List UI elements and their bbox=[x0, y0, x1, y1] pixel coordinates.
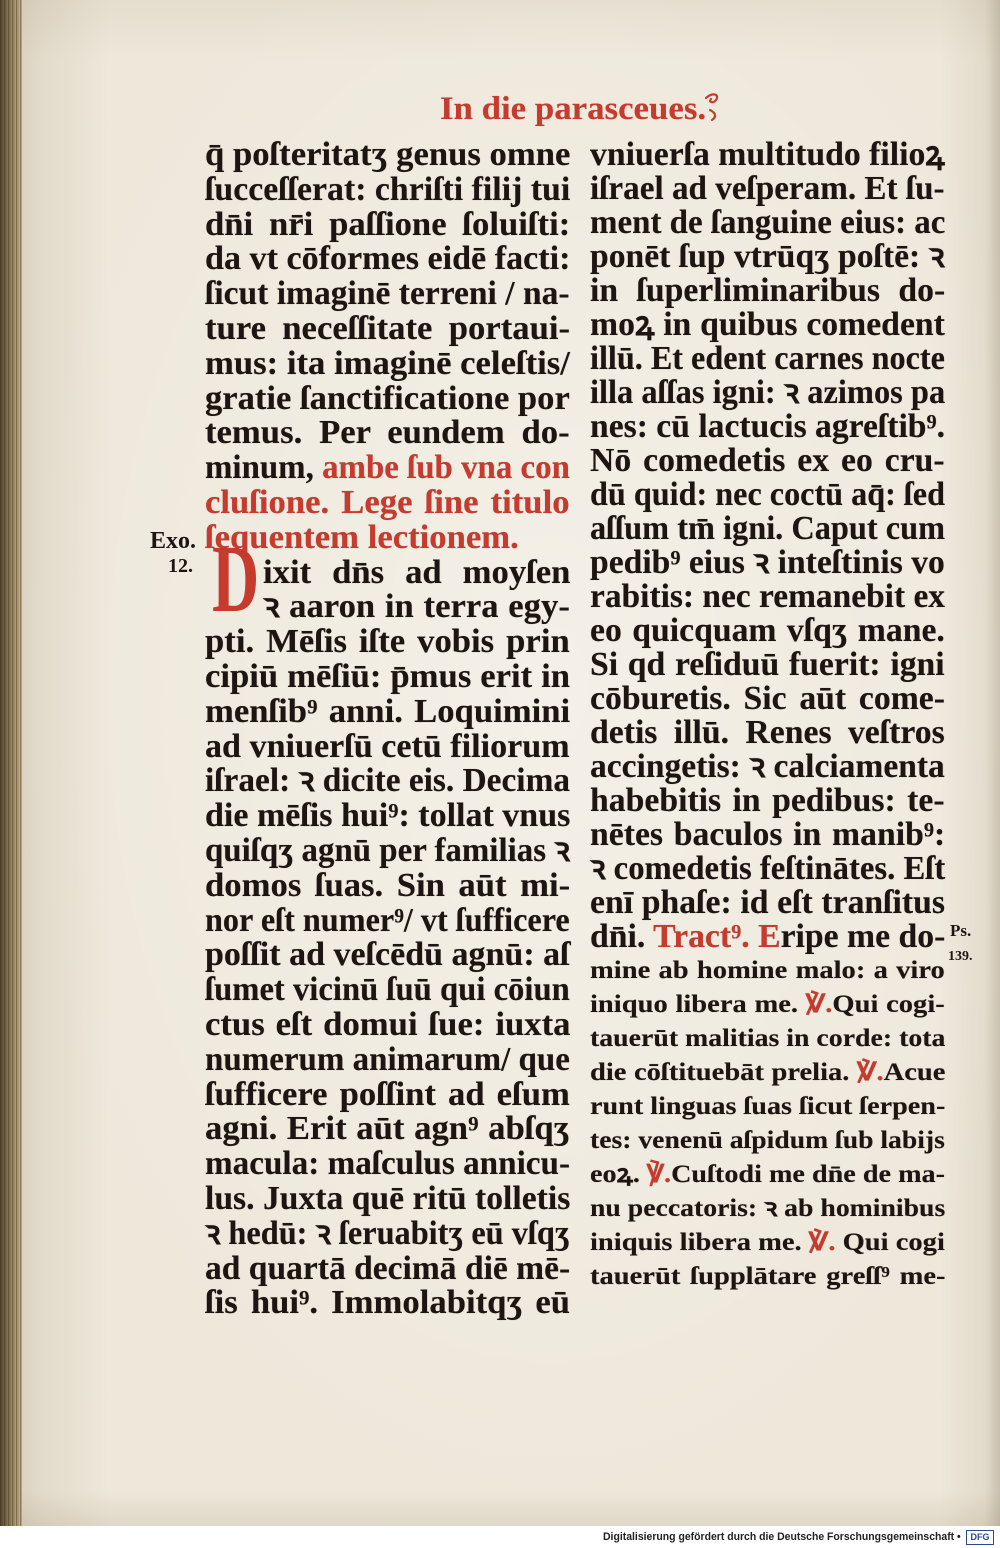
text-line bbox=[590, 206, 945, 240]
line-text bbox=[205, 799, 570, 834]
body-text: ſumet vicinū ſuū qui cōiun bbox=[205, 971, 570, 1009]
text-line bbox=[590, 1158, 945, 1192]
text-line bbox=[205, 1112, 570, 1147]
line-text bbox=[590, 546, 945, 580]
left-text-column bbox=[205, 138, 570, 1338]
body-text: da vt cōformes eidē facti: bbox=[205, 240, 571, 278]
rubric-text: ℣. bbox=[808, 1229, 836, 1256]
line-text bbox=[205, 416, 570, 451]
body-text: quiſqʒ agnū per familias ꝛ bbox=[205, 832, 570, 869]
text-line bbox=[590, 1056, 945, 1090]
line-text bbox=[205, 344, 570, 382]
text-line bbox=[205, 312, 570, 347]
text-line bbox=[205, 1214, 570, 1252]
text-line bbox=[590, 1260, 945, 1294]
line-text bbox=[205, 312, 570, 347]
line-text bbox=[205, 1040, 570, 1078]
digitization-footer bbox=[0, 1526, 1000, 1548]
body-text: vniuerſa multitudo filioꝝ bbox=[590, 136, 945, 173]
text-line bbox=[590, 1022, 945, 1056]
rubric-text: Tract⁹. E bbox=[653, 918, 781, 955]
line-text bbox=[205, 1112, 570, 1147]
body-text: numerum animarum/ que bbox=[205, 1040, 570, 1078]
body-text: habebitis in pedibus: te- bbox=[590, 782, 945, 819]
line-text bbox=[205, 277, 570, 312]
line-text bbox=[590, 308, 945, 342]
line-text bbox=[590, 1226, 945, 1260]
line-text bbox=[590, 648, 945, 682]
text-line bbox=[590, 954, 945, 988]
line-text bbox=[205, 138, 570, 173]
line-text bbox=[205, 764, 570, 799]
text-line bbox=[590, 478, 945, 512]
body-text: tes: venenū aſpidum ſub labijs bbox=[590, 1127, 945, 1154]
line-text bbox=[205, 625, 570, 660]
text-line bbox=[205, 901, 570, 939]
line-text bbox=[263, 553, 571, 591]
body-text: ſicut imaginē terreni / na- bbox=[205, 275, 570, 313]
body-text: Cuſtodi me dn̄e de ma- bbox=[671, 1161, 946, 1188]
body-text: iniquo libera me. bbox=[590, 991, 806, 1018]
text-line bbox=[205, 1182, 570, 1217]
body-text: enī phaſe: id eſt tranſitus bbox=[590, 884, 946, 921]
text-line bbox=[590, 682, 945, 716]
line-text bbox=[205, 486, 570, 521]
body-text: ture neceſſitate portaui- bbox=[205, 310, 571, 347]
rubric-text: ℣. bbox=[805, 991, 833, 1018]
line-text bbox=[205, 205, 571, 243]
line-text bbox=[205, 660, 570, 695]
body-text: nētes baculos in manib⁹: bbox=[590, 816, 946, 853]
text-line bbox=[205, 1075, 570, 1113]
rubric-text: cluſione. Lege ſine titulo bbox=[205, 484, 570, 521]
text-line bbox=[590, 886, 945, 920]
body-text: gratie ſanctificatione por bbox=[205, 379, 570, 417]
margin-note-book: Exo. bbox=[150, 528, 197, 554]
running-head bbox=[440, 92, 706, 126]
text-line bbox=[590, 716, 945, 750]
text-line bbox=[205, 486, 570, 521]
line-text bbox=[590, 886, 945, 920]
line-text bbox=[205, 451, 570, 486]
body-text: die cōſtituebāt prelia. bbox=[590, 1059, 857, 1086]
line-text bbox=[590, 274, 945, 308]
text-line bbox=[590, 444, 945, 478]
body-text: pti. Mēſis iſte vobis prin bbox=[205, 623, 570, 661]
text-line bbox=[205, 138, 570, 173]
text-line bbox=[590, 546, 945, 580]
body-text: moꝝ in quibus comedent bbox=[590, 306, 945, 343]
body-text: runt linguas ſuas ſicut ſerpen- bbox=[590, 1093, 946, 1120]
line-text bbox=[590, 1124, 945, 1158]
line-text bbox=[205, 901, 570, 939]
line-text bbox=[590, 1022, 945, 1056]
body-text: detis illū. Renes veſtros bbox=[590, 714, 945, 751]
line-text bbox=[205, 1075, 570, 1113]
head-flourish-ornament bbox=[704, 90, 722, 124]
text-line bbox=[205, 344, 570, 382]
line-text bbox=[205, 518, 519, 556]
text-line bbox=[590, 750, 945, 784]
line-text bbox=[205, 1008, 570, 1043]
body-text: minum, bbox=[205, 449, 323, 487]
line-text bbox=[590, 818, 945, 852]
body-text: ixit dn̄s ad moyſen bbox=[263, 553, 571, 591]
body-text: ſucceſſerat: chriſti filij tui bbox=[205, 170, 571, 208]
dfg-logo: DFG bbox=[966, 1530, 994, 1545]
body-text: accingetis: ꝛ calciamenta bbox=[590, 748, 945, 785]
text-line bbox=[205, 799, 570, 834]
body-text: ſis hui⁹. Immolabitqʒ eū bbox=[205, 1284, 571, 1322]
text-line bbox=[590, 988, 945, 1022]
text-line bbox=[205, 660, 570, 695]
line-text bbox=[205, 866, 571, 904]
text-line bbox=[590, 308, 945, 342]
text-line bbox=[205, 866, 571, 904]
text-line bbox=[590, 1090, 945, 1124]
body-text: dn̄i nr̄i paſſione ſoluiſti: bbox=[205, 205, 571, 243]
line-text bbox=[590, 342, 945, 376]
body-text: ſufficere poſſint ad eſum bbox=[205, 1075, 570, 1113]
text-line bbox=[205, 692, 571, 730]
line-text bbox=[590, 1192, 945, 1226]
text-line bbox=[205, 416, 570, 451]
line-text bbox=[590, 1090, 945, 1124]
text-line bbox=[205, 764, 570, 799]
decorated-initial: D bbox=[212, 525, 260, 632]
body-text: nes: cū lactucis agreſtib⁹. bbox=[590, 408, 945, 445]
body-text: q̄ poſteritatʒ genus omne bbox=[205, 136, 571, 173]
body-text: dū quid: nec coctū aq̄: ſed bbox=[590, 476, 945, 513]
body-text: dn̄i. bbox=[590, 918, 654, 955]
line-text bbox=[205, 727, 570, 765]
text-line bbox=[205, 242, 570, 277]
text-line bbox=[205, 1008, 570, 1043]
body-text: poſſit ad veſcēdū agnū: aſ bbox=[205, 936, 570, 974]
text-line bbox=[205, 1249, 571, 1287]
body-text: temus. Per eundem do- bbox=[205, 414, 570, 452]
body-text: aſſum tm̄ igni. Caput cum bbox=[590, 510, 946, 547]
text-line bbox=[590, 512, 945, 546]
line-text bbox=[590, 172, 945, 206]
line-text bbox=[590, 444, 945, 478]
body-text: illū. Et edent carnes nocte bbox=[590, 340, 945, 377]
running-head-text: In die parasceues. bbox=[440, 91, 707, 127]
text-line bbox=[205, 1147, 570, 1182]
funding-note bbox=[603, 1530, 961, 1544]
body-text: ripe me do- bbox=[780, 918, 946, 955]
body-text: cipiū mēſiū: p̄mus erit in bbox=[205, 658, 571, 695]
line-text bbox=[590, 240, 945, 274]
line-text bbox=[205, 170, 571, 208]
body-text: Acue bbox=[883, 1059, 946, 1086]
line-text bbox=[590, 852, 945, 886]
margin-note-psalm-number: 139. bbox=[948, 949, 973, 964]
body-text: ad quartā decimā diē mē- bbox=[205, 1249, 571, 1287]
text-line bbox=[205, 834, 570, 869]
body-text: ment de ſanguine eius: ac bbox=[590, 204, 946, 241]
text-line bbox=[590, 172, 945, 206]
body-text: ad vniuerſū cetū filiorum bbox=[205, 727, 570, 765]
body-text: die mēſis hui⁹: tollat vnus bbox=[205, 797, 571, 835]
body-text: eoꝝ. bbox=[590, 1161, 647, 1188]
margin-note-psalm: Ps. bbox=[950, 921, 972, 940]
body-text: mus: ita imaginē celeſtis/ bbox=[205, 344, 570, 382]
text-line bbox=[590, 920, 945, 954]
line-text bbox=[590, 478, 945, 512]
line-text bbox=[590, 376, 945, 410]
line-text bbox=[590, 988, 945, 1022]
body-text: iniquis libera me. bbox=[590, 1229, 809, 1256]
body-text: tauerūt malitias in corde: tota bbox=[590, 1025, 946, 1052]
body-text: menſib⁹ anni. Loquimini bbox=[205, 692, 571, 730]
line-text bbox=[590, 580, 945, 614]
text-line bbox=[590, 580, 945, 614]
text-line bbox=[590, 342, 945, 376]
line-text bbox=[205, 1249, 571, 1287]
text-line bbox=[205, 1040, 570, 1078]
body-text: Qui cogi- bbox=[832, 991, 945, 1018]
line-text bbox=[205, 1286, 570, 1321]
text-line bbox=[590, 138, 945, 172]
body-text: eo quicquam vſqʒ mane. bbox=[590, 612, 945, 649]
body-text: Nō comedetis ex eo cru- bbox=[590, 442, 945, 479]
text-line bbox=[590, 1192, 945, 1226]
body-text: iſrael: ꝛ dicite eis. Decima bbox=[205, 762, 571, 800]
line-text bbox=[590, 1056, 945, 1090]
line-text bbox=[205, 1182, 570, 1217]
text-line bbox=[205, 451, 570, 486]
text-line bbox=[205, 1286, 570, 1321]
line-text bbox=[590, 138, 945, 172]
body-text: cōburetis. Sic aūt come- bbox=[590, 680, 945, 717]
body-text: ꝛ aaron in terra egy- bbox=[263, 588, 570, 626]
margin-note-chapter: 12. bbox=[168, 555, 193, 577]
text-line bbox=[590, 410, 945, 444]
body-text: pedib⁹ eius ꝛ inteſtinis vo bbox=[590, 544, 945, 581]
rubric-text: ambe ſub vna con bbox=[322, 449, 570, 487]
page-edge-stack bbox=[0, 0, 22, 1526]
line-text bbox=[205, 973, 570, 1008]
line-text bbox=[590, 682, 945, 716]
line-text bbox=[205, 692, 571, 730]
text-line bbox=[590, 376, 945, 410]
body-text: ctus eſt domui ſue: iuxta bbox=[205, 1006, 571, 1043]
line-text bbox=[205, 938, 570, 973]
right-text-column bbox=[590, 138, 945, 958]
text-line bbox=[205, 205, 571, 243]
text-line bbox=[590, 1124, 945, 1158]
rubric-text: ℣. bbox=[856, 1059, 884, 1086]
body-text: in ſuperliminaribus do- bbox=[590, 272, 946, 309]
text-line bbox=[205, 170, 571, 208]
line-text bbox=[590, 954, 945, 988]
rubric-text: ℣. bbox=[646, 1161, 672, 1188]
line-text bbox=[590, 750, 945, 784]
text-line bbox=[590, 648, 945, 682]
line-text bbox=[205, 379, 570, 417]
text-line bbox=[590, 852, 945, 886]
line-text bbox=[205, 834, 570, 869]
text-line bbox=[205, 625, 570, 660]
text-line bbox=[263, 590, 570, 625]
line-text bbox=[590, 784, 945, 818]
body-text: Qui cogi bbox=[835, 1229, 945, 1256]
body-text: domos ſuas. Sin aūt mi- bbox=[205, 866, 571, 904]
body-text: nu peccatoris: ꝛ ab hominibus bbox=[590, 1195, 946, 1222]
body-text: rabitis: nec remanebit ex bbox=[590, 578, 946, 615]
body-text: macula: maſculus annicu- bbox=[205, 1145, 571, 1183]
rubric-text: ſequentem lectionem. bbox=[205, 518, 519, 556]
line-text bbox=[590, 512, 945, 546]
body-text: agni. Erit aūt agn⁹ abſqʒ bbox=[205, 1110, 570, 1148]
funding-note-text: Digitalisierung gefördert durch die Deutsche Forschungsgemeinschaft • bbox=[603, 1531, 961, 1543]
text-line bbox=[590, 614, 945, 648]
line-text bbox=[590, 206, 945, 240]
line-text bbox=[590, 614, 945, 648]
line-text bbox=[205, 242, 570, 277]
text-line bbox=[590, 818, 945, 852]
line-text bbox=[590, 920, 945, 954]
line-text bbox=[590, 1158, 945, 1192]
text-line bbox=[205, 727, 570, 765]
line-text bbox=[590, 716, 945, 750]
body-text: Si qd reſiduū fuerit: igni bbox=[590, 646, 945, 683]
text-line bbox=[205, 277, 570, 312]
body-text: tauerūt ſupplātare greſſ⁹ me- bbox=[590, 1263, 946, 1290]
body-text: ꝛ comedetis feſtinātes. Eſt bbox=[590, 850, 946, 887]
text-line bbox=[590, 784, 945, 818]
line-text bbox=[590, 1260, 946, 1294]
body-text: ponēt ſup vtrūqʒ poſtē: ꝛ bbox=[590, 238, 945, 275]
body-text: ꝛ hedū: ꝛ ſeruabitʒ eū vſqʒ bbox=[205, 1214, 570, 1252]
line-text bbox=[590, 410, 945, 444]
text-line bbox=[590, 274, 945, 308]
text-line bbox=[205, 379, 570, 417]
tract-text-block bbox=[590, 954, 945, 1299]
text-line bbox=[205, 938, 570, 973]
body-text: lus. Juxta quē ritū tolletis bbox=[205, 1180, 571, 1217]
text-line bbox=[205, 973, 570, 1008]
body-text: mine ab homine malo: a viro bbox=[590, 957, 945, 984]
text-line bbox=[205, 518, 570, 556]
text-line bbox=[590, 1226, 945, 1260]
line-text bbox=[263, 590, 570, 625]
line-text bbox=[205, 1147, 570, 1182]
body-text: iſrael ad veſperam. Et ſu- bbox=[590, 170, 945, 207]
line-text bbox=[205, 1214, 570, 1252]
text-line bbox=[590, 240, 945, 274]
body-text: illa aſſas igni: ꝛ azimos pa bbox=[590, 374, 946, 411]
text-line bbox=[263, 553, 571, 591]
body-text: nor eſt numer⁹/ vt ſufficere bbox=[205, 901, 570, 939]
